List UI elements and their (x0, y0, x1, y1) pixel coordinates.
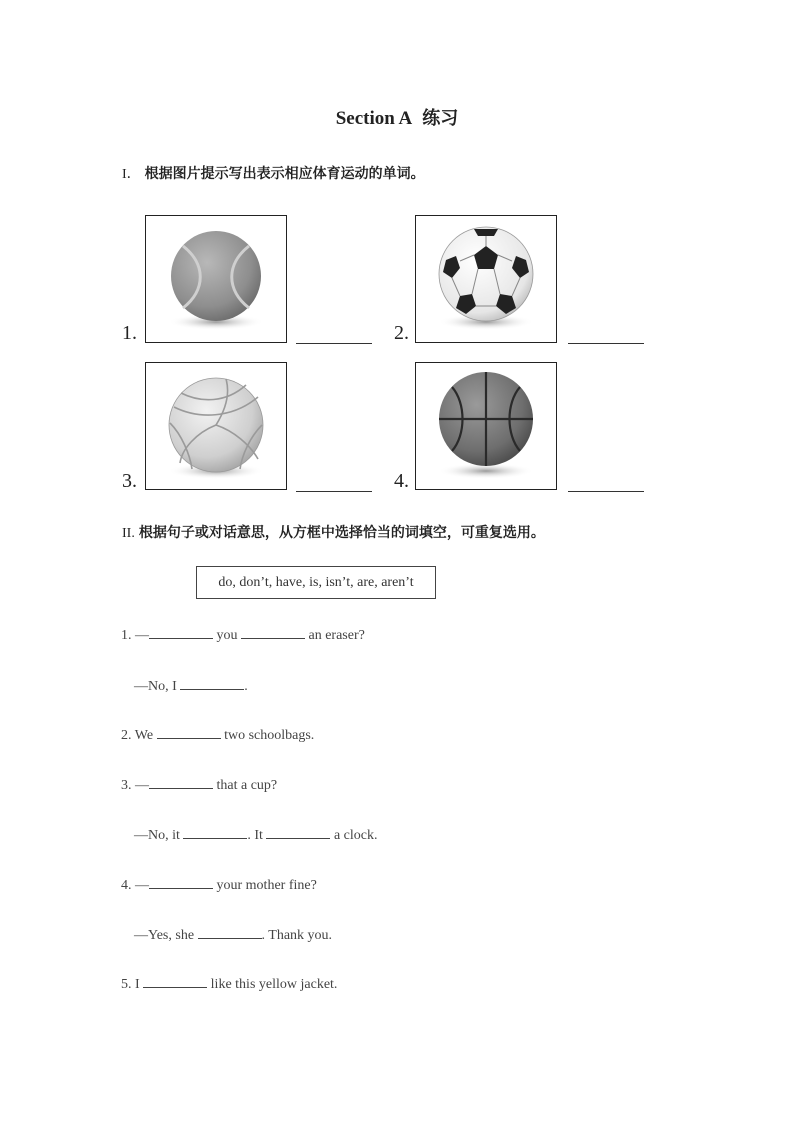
question-1-blank-1[interactable] (149, 625, 213, 639)
question-3-text-a: 3. — (121, 778, 149, 793)
question-5-text-b: like this yellow jacket. (207, 977, 338, 992)
section-1-heading (122, 163, 425, 183)
title-english: Section A (335, 108, 413, 129)
question-4-reply-text-a: —Yes, she (134, 928, 198, 943)
question-2-text-b: two schoolbags. (220, 728, 315, 743)
question-2-text-a: 2. We (121, 728, 157, 743)
item-3-picture (145, 362, 287, 490)
question-1-text-a: 1. — (121, 628, 149, 643)
question-1-reply-blank[interactable] (180, 676, 244, 690)
question-4-reply (134, 925, 332, 944)
question-1-reply-text-a: —No, I (134, 679, 181, 694)
section-2-heading (122, 522, 545, 542)
question-4-text-b: your mother fine? (213, 878, 317, 893)
basketball-icon (416, 363, 556, 489)
volleyball-icon (146, 363, 286, 489)
question-4-blank[interactable] (149, 875, 213, 889)
item-4-number: 4. (394, 470, 409, 492)
question-1-reply (134, 676, 248, 695)
soccer-ball-icon (416, 216, 556, 342)
question-1-text-b: you (213, 628, 241, 643)
question-3-reply (134, 825, 377, 844)
section-2-number: II. (122, 526, 135, 541)
section-1-instruction: 根据图片提示写出表示相应体育运动的单词。 (144, 166, 425, 182)
question-1-blank-2[interactable] (241, 625, 305, 639)
question-4-reply-text-b: . Thank you. (261, 928, 333, 943)
item-4-picture (415, 362, 557, 490)
question-4-text-a: 4. — (121, 878, 149, 893)
item-1-answer-line[interactable] (296, 343, 372, 344)
question-3-reply-text-a: —No, it (134, 828, 184, 843)
item-2-answer-line[interactable] (568, 343, 644, 344)
section-2-instruction: 根据句子或对话意思，从方框中选择恰当的词填空，可重复选用。 (138, 525, 545, 541)
question-3-reply-text-b: . It (247, 828, 267, 843)
section-1-number: I． (122, 167, 141, 182)
question-4 (121, 875, 317, 894)
question-1-text-c: an eraser? (305, 628, 365, 643)
item-1-picture (145, 215, 287, 343)
item-3-answer-line[interactable] (296, 491, 372, 492)
question-3-blank[interactable] (149, 775, 213, 789)
item-3-number: 3. (122, 470, 137, 492)
question-3-reply-blank-1[interactable] (183, 825, 247, 839)
item-2-number: 2. (394, 322, 409, 344)
question-2-blank[interactable] (157, 725, 221, 739)
item-4-answer-line[interactable] (568, 491, 644, 492)
tennis-ball-icon (146, 216, 286, 342)
word-choice-box: do, don’t, have, is, isn’t, are, aren’t (196, 566, 436, 599)
question-4-reply-blank[interactable] (198, 925, 262, 939)
question-1-reply-text-b: . (244, 679, 248, 694)
question-5-blank[interactable] (143, 974, 207, 988)
item-1-number: 1. (122, 322, 137, 344)
question-3 (121, 775, 277, 794)
question-3-reply-text-c: a clock. (330, 828, 378, 843)
question-3-reply-blank-2[interactable] (266, 825, 330, 839)
question-2 (121, 725, 314, 744)
question-3-text-b: that a cup? (213, 778, 278, 793)
page-title (0, 104, 794, 130)
question-5 (121, 974, 337, 993)
question-5-text-a: 5. I (121, 977, 144, 992)
question-1 (121, 625, 365, 644)
item-2-picture (415, 215, 557, 343)
title-chinese: 练习 (422, 108, 459, 129)
